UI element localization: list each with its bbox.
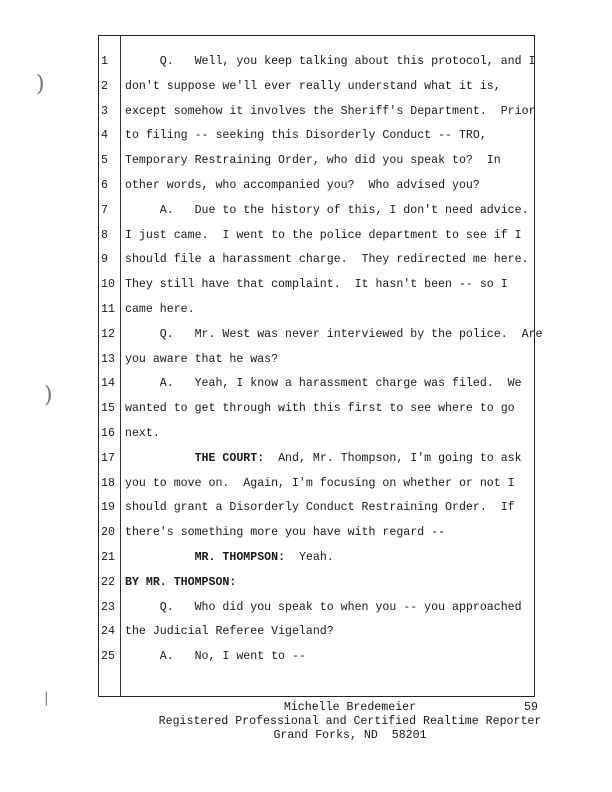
- line-text: should grant a Disorderly Conduct Restraining Order. If: [125, 501, 515, 515]
- line-text: Q. Mr. West was never interviewed by the police. Are: [125, 327, 543, 341]
- line-number: 8: [101, 228, 108, 242]
- line-text: you aware that he was?: [125, 352, 279, 366]
- footer-reporter-name: Michelle Bredemeier: [283, 701, 417, 714]
- speaker-text: And, Mr. Thompson, I'm going to ask: [264, 451, 522, 465]
- line-number: 14: [101, 377, 115, 391]
- line-number: 17: [101, 451, 115, 465]
- footer-location: Grand Forks, ND 58201: [273, 729, 427, 742]
- line-number: 6: [101, 179, 108, 192]
- line-text: next.: [125, 427, 160, 440]
- hole-punch-mark-top: ): [36, 72, 45, 97]
- speaker-label: MR. THOMPSON:: [194, 551, 286, 564]
- line-text: the Judicial Referee Vigeland?: [125, 625, 334, 639]
- line-text: Q. Well, you keep talking about this protocol, and I: [125, 55, 536, 68]
- line-text: Temporary Restraining Order, who did you speak to? In: [125, 154, 501, 168]
- line-number: 7: [101, 203, 108, 217]
- line-number: 15: [101, 402, 115, 416]
- line-number: 24: [101, 625, 115, 639]
- line-text: They still have that complaint. It hasn't been -- so I: [125, 278, 508, 292]
- line-number: 18: [101, 476, 115, 490]
- line-number: 2: [101, 79, 108, 93]
- line-number: 22: [101, 575, 115, 589]
- line-text: don't suppose we'll ever really understand what it is,: [125, 79, 501, 93]
- line-text: [125, 576, 236, 589]
- line-text: [125, 551, 334, 564]
- line-number: 12: [101, 327, 115, 341]
- line-text: except somehow it involves the Sheriff's Department. Prior: [125, 104, 536, 118]
- hole-punch-mark-middle: ): [44, 383, 53, 408]
- line-number: 21: [101, 551, 115, 564]
- line-text: to filing -- seeking this Disorderly Conduct -- TRO,: [125, 129, 487, 143]
- line-number: 19: [101, 501, 115, 515]
- line-number: 3: [101, 104, 108, 118]
- line-text: other words, who accompanied you? Who advised you?: [125, 179, 480, 192]
- line-number: 4: [101, 129, 108, 143]
- line-text: A. Yeah, I know a harassment charge was filed. We: [125, 377, 522, 391]
- speaker-text: Yeah.: [285, 551, 334, 564]
- line-text: A. Due to the history of this, I don't need advice.: [125, 203, 529, 217]
- line-number: 23: [101, 600, 115, 614]
- line-number: 5: [101, 154, 108, 168]
- line-text: A. No, I went to --: [125, 650, 306, 664]
- line-text: I just came. I went to the police department to see if I: [125, 228, 522, 242]
- line-number: 11: [101, 303, 115, 316]
- speaker-label: THE COURT:: [194, 451, 265, 465]
- line-text: [125, 452, 522, 465]
- line-number: 25: [101, 650, 115, 664]
- line-number: 10: [101, 278, 115, 292]
- line-number: 13: [101, 352, 115, 366]
- line-number: 1: [101, 55, 108, 68]
- line-text: Q. Who did you speak to when you -- you approached: [125, 600, 522, 614]
- page-number: 59: [524, 701, 538, 714]
- hole-punch-mark-bottom: |: [44, 690, 49, 706]
- footer-reporter-title: Registered Professional and Certified Realtime Reporter: [158, 715, 542, 728]
- line-number: 16: [101, 427, 115, 440]
- examination-heading: BY MR. THOMPSON:: [125, 575, 237, 589]
- line-text: you to move on. Again, I'm focusing on whether or not I: [125, 476, 515, 490]
- line-text: wanted to get through with this first to see where to go: [125, 402, 515, 416]
- line-text: there's something more you have with regard --: [125, 526, 446, 540]
- line-number-margin-rule: [120, 35, 121, 697]
- line-number: 20: [101, 526, 115, 540]
- line-text: came here.: [125, 303, 195, 316]
- line-number: 9: [101, 253, 108, 267]
- line-text: should file a harassment charge. They redirected me here.: [125, 253, 529, 267]
